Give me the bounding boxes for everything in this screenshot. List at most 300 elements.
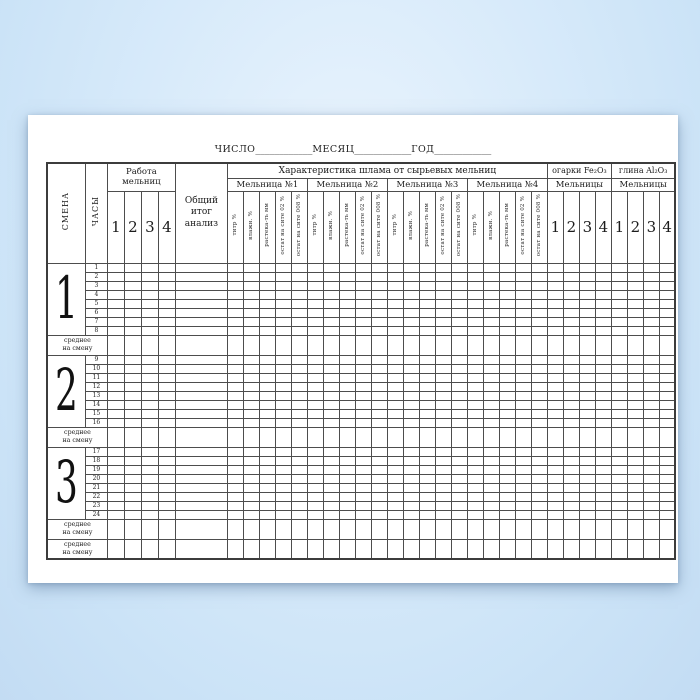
data-cell bbox=[531, 391, 547, 400]
data-cell bbox=[107, 539, 124, 559]
data-cell bbox=[643, 272, 659, 281]
data-cell bbox=[531, 263, 547, 272]
hour-row bbox=[47, 465, 675, 474]
data-cell bbox=[339, 272, 355, 281]
data-cell bbox=[659, 409, 675, 418]
data-cell bbox=[158, 391, 175, 400]
hour-row bbox=[47, 317, 675, 326]
data-cell bbox=[547, 355, 563, 364]
data-cell bbox=[483, 447, 499, 456]
hour-label: 2 bbox=[85, 272, 107, 281]
data-cell bbox=[355, 326, 371, 335]
data-cell bbox=[419, 427, 435, 447]
data-cell bbox=[467, 400, 483, 409]
subcol-label-text: растека-ть мм bbox=[343, 203, 350, 247]
hour-label: 5 bbox=[85, 299, 107, 308]
data-cell bbox=[227, 400, 243, 409]
data-cell bbox=[499, 326, 515, 335]
data-cell bbox=[355, 483, 371, 492]
data-cell bbox=[227, 308, 243, 317]
shift-average-row bbox=[47, 427, 675, 447]
data-cell bbox=[259, 492, 275, 501]
data-cell bbox=[611, 382, 627, 391]
data-cell bbox=[531, 501, 547, 510]
hour-row bbox=[47, 501, 675, 510]
data-cell bbox=[531, 355, 547, 364]
data-cell bbox=[141, 483, 158, 492]
data-cell bbox=[451, 456, 467, 465]
data-cell bbox=[563, 308, 579, 317]
data-cell bbox=[627, 290, 643, 299]
data-cell bbox=[643, 501, 659, 510]
data-cell bbox=[659, 308, 675, 317]
data-cell bbox=[387, 418, 403, 427]
data-cell bbox=[259, 418, 275, 427]
data-cell bbox=[499, 519, 515, 539]
data-cell bbox=[227, 335, 243, 355]
data-cell bbox=[403, 263, 419, 272]
data-cell bbox=[579, 355, 595, 364]
data-cell bbox=[563, 382, 579, 391]
data-cell bbox=[419, 290, 435, 299]
data-cell bbox=[627, 263, 643, 272]
data-cell bbox=[659, 510, 675, 519]
data-cell bbox=[627, 418, 643, 427]
data-cell bbox=[467, 326, 483, 335]
data-cell bbox=[403, 290, 419, 299]
data-cell bbox=[107, 409, 124, 418]
data-cell bbox=[499, 409, 515, 418]
data-cell bbox=[451, 519, 467, 539]
data-cell bbox=[291, 335, 307, 355]
data-cell bbox=[531, 364, 547, 373]
data-cell bbox=[259, 290, 275, 299]
data-cell bbox=[547, 364, 563, 373]
data-cell bbox=[175, 290, 227, 299]
data-cell bbox=[291, 290, 307, 299]
data-cell bbox=[579, 474, 595, 483]
data-cell bbox=[355, 447, 371, 456]
data-cell bbox=[355, 418, 371, 427]
data-cell bbox=[483, 355, 499, 364]
data-cell bbox=[403, 308, 419, 317]
data-cell bbox=[323, 400, 339, 409]
data-cell bbox=[403, 519, 419, 539]
data-cell bbox=[291, 391, 307, 400]
data-cell bbox=[243, 281, 259, 290]
data-cell bbox=[307, 290, 323, 299]
data-cell bbox=[307, 474, 323, 483]
data-cell bbox=[483, 382, 499, 391]
subcol-label-text: влажн. % bbox=[327, 210, 334, 240]
data-cell bbox=[563, 364, 579, 373]
data-cell bbox=[175, 427, 227, 447]
avg-label: среднее на смену bbox=[47, 539, 107, 559]
data-cell bbox=[141, 418, 158, 427]
data-cell bbox=[499, 427, 515, 447]
data-cell bbox=[403, 373, 419, 382]
data-cell bbox=[435, 465, 451, 474]
data-cell bbox=[515, 501, 531, 510]
data-cell bbox=[371, 427, 387, 447]
data-cell bbox=[243, 474, 259, 483]
data-cell bbox=[467, 510, 483, 519]
data-cell bbox=[643, 409, 659, 418]
data-cell bbox=[643, 317, 659, 326]
avg-label: среднее на смену bbox=[47, 335, 107, 355]
subcol-label-text: остат на сите 02 % bbox=[519, 195, 526, 255]
data-cell bbox=[227, 447, 243, 456]
data-cell bbox=[643, 355, 659, 364]
date-blank-3: ____________ bbox=[434, 144, 492, 155]
data-cell bbox=[141, 263, 158, 272]
data-cell bbox=[435, 474, 451, 483]
data-cell bbox=[141, 272, 158, 281]
data-cell bbox=[175, 263, 227, 272]
data-cell bbox=[611, 456, 627, 465]
data-cell bbox=[515, 400, 531, 409]
data-cell bbox=[243, 299, 259, 308]
data-cell bbox=[611, 335, 627, 355]
data-cell bbox=[323, 382, 339, 391]
data-cell bbox=[371, 483, 387, 492]
data-cell bbox=[515, 355, 531, 364]
shift-number-cell bbox=[47, 263, 85, 335]
data-cell bbox=[627, 326, 643, 335]
data-cell bbox=[124, 418, 141, 427]
data-cell bbox=[141, 465, 158, 474]
data-cell bbox=[451, 409, 467, 418]
data-cell bbox=[659, 447, 675, 456]
data-cell bbox=[355, 501, 371, 510]
data-cell bbox=[611, 281, 627, 290]
data-cell bbox=[175, 382, 227, 391]
data-cell bbox=[355, 263, 371, 272]
data-cell bbox=[227, 281, 243, 290]
hour-label: 24 bbox=[85, 510, 107, 519]
data-cell bbox=[107, 400, 124, 409]
data-cell bbox=[595, 335, 611, 355]
data-cell bbox=[563, 447, 579, 456]
data-cell bbox=[579, 364, 595, 373]
data-cell bbox=[124, 501, 141, 510]
data-cell bbox=[435, 335, 451, 355]
data-cell bbox=[627, 519, 643, 539]
data-cell bbox=[291, 317, 307, 326]
data-cell bbox=[339, 391, 355, 400]
data-cell bbox=[227, 299, 243, 308]
data-cell bbox=[227, 391, 243, 400]
data-cell bbox=[124, 391, 141, 400]
data-cell bbox=[291, 382, 307, 391]
data-cell bbox=[579, 391, 595, 400]
data-cell bbox=[547, 465, 563, 474]
data-cell bbox=[124, 519, 141, 539]
data-cell bbox=[158, 418, 175, 427]
subcol-label-text: остат на сите 02 % bbox=[439, 195, 446, 255]
data-cell bbox=[515, 290, 531, 299]
data-cell bbox=[659, 382, 675, 391]
data-cell bbox=[323, 456, 339, 465]
data-cell bbox=[355, 474, 371, 483]
data-cell bbox=[339, 465, 355, 474]
hour-row bbox=[47, 382, 675, 391]
data-cell bbox=[563, 474, 579, 483]
data-cell bbox=[579, 465, 595, 474]
data-cell bbox=[107, 465, 124, 474]
data-cell bbox=[531, 510, 547, 519]
data-cell bbox=[371, 281, 387, 290]
data-cell bbox=[124, 299, 141, 308]
data-cell bbox=[515, 391, 531, 400]
subcol-label-text: титр % bbox=[231, 214, 238, 236]
subcol-label bbox=[515, 191, 531, 263]
data-cell bbox=[483, 317, 499, 326]
data-cell bbox=[275, 418, 291, 427]
data-cell bbox=[403, 456, 419, 465]
data-cell bbox=[107, 483, 124, 492]
data-cell bbox=[124, 447, 141, 456]
data-cell bbox=[483, 263, 499, 272]
data-cell bbox=[307, 317, 323, 326]
data-cell bbox=[483, 409, 499, 418]
data-cell bbox=[371, 290, 387, 299]
data-cell bbox=[387, 317, 403, 326]
data-cell bbox=[531, 456, 547, 465]
data-cell bbox=[611, 391, 627, 400]
ogarki-col-number: 1 bbox=[547, 191, 563, 263]
data-cell bbox=[243, 326, 259, 335]
data-cell bbox=[243, 272, 259, 281]
subcol-label-text: остат на сите 008 % bbox=[295, 193, 302, 257]
data-cell bbox=[467, 427, 483, 447]
data-cell bbox=[259, 519, 275, 539]
date-blank-1: ____________ bbox=[255, 144, 313, 155]
data-cell bbox=[435, 317, 451, 326]
data-cell bbox=[141, 290, 158, 299]
data-cell bbox=[259, 355, 275, 364]
data-cell bbox=[643, 400, 659, 409]
data-cell bbox=[259, 465, 275, 474]
data-cell bbox=[175, 373, 227, 382]
data-cell bbox=[547, 263, 563, 272]
data-cell bbox=[243, 456, 259, 465]
data-cell bbox=[355, 299, 371, 308]
data-cell bbox=[451, 501, 467, 510]
avg-label: среднее на смену bbox=[47, 427, 107, 447]
data-cell bbox=[107, 382, 124, 391]
data-cell bbox=[175, 400, 227, 409]
data-cell bbox=[371, 335, 387, 355]
data-cell bbox=[141, 281, 158, 290]
data-cell bbox=[611, 409, 627, 418]
data-cell bbox=[339, 308, 355, 317]
data-cell bbox=[611, 373, 627, 382]
hour-row bbox=[47, 483, 675, 492]
data-cell bbox=[175, 519, 227, 539]
subcol-label bbox=[531, 191, 547, 263]
data-cell bbox=[547, 308, 563, 317]
column-header-chasy: ЧАСЫ bbox=[85, 163, 107, 263]
data-cell bbox=[547, 447, 563, 456]
data-cell bbox=[643, 299, 659, 308]
data-cell bbox=[291, 519, 307, 539]
subcol-label bbox=[355, 191, 371, 263]
subcol-label-text: растека-ть мм bbox=[503, 203, 510, 247]
data-cell bbox=[387, 474, 403, 483]
data-cell bbox=[659, 317, 675, 326]
data-cell bbox=[339, 317, 355, 326]
data-cell bbox=[467, 492, 483, 501]
data-cell bbox=[339, 418, 355, 427]
data-cell bbox=[467, 299, 483, 308]
data-cell bbox=[124, 373, 141, 382]
data-cell bbox=[387, 382, 403, 391]
data-cell bbox=[124, 335, 141, 355]
hour-label: 1 bbox=[85, 263, 107, 272]
data-cell bbox=[259, 483, 275, 492]
data-cell bbox=[307, 281, 323, 290]
data-cell bbox=[403, 427, 419, 447]
data-cell bbox=[515, 364, 531, 373]
data-cell bbox=[124, 364, 141, 373]
data-cell bbox=[419, 501, 435, 510]
data-cell bbox=[419, 263, 435, 272]
data-cell bbox=[611, 447, 627, 456]
data-cell bbox=[158, 427, 175, 447]
data-cell bbox=[107, 447, 124, 456]
data-cell bbox=[355, 400, 371, 409]
data-cell bbox=[419, 539, 435, 559]
data-cell bbox=[563, 427, 579, 447]
data-cell bbox=[275, 382, 291, 391]
data-cell bbox=[547, 272, 563, 281]
data-cell bbox=[627, 317, 643, 326]
data-cell bbox=[371, 539, 387, 559]
data-cell bbox=[323, 281, 339, 290]
data-cell bbox=[419, 474, 435, 483]
data-cell bbox=[323, 290, 339, 299]
data-cell bbox=[227, 382, 243, 391]
glina-col-number: 3 bbox=[643, 191, 659, 263]
data-cell bbox=[158, 364, 175, 373]
data-cell bbox=[158, 465, 175, 474]
data-cell bbox=[643, 447, 659, 456]
data-cell bbox=[307, 501, 323, 510]
data-cell bbox=[291, 447, 307, 456]
data-cell bbox=[435, 510, 451, 519]
data-cell bbox=[419, 355, 435, 364]
data-cell bbox=[227, 501, 243, 510]
column-header-mill-3: Мельница №3 bbox=[387, 178, 467, 191]
data-cell bbox=[307, 382, 323, 391]
data-cell bbox=[483, 364, 499, 373]
data-cell bbox=[339, 364, 355, 373]
data-cell bbox=[595, 355, 611, 364]
data-cell bbox=[355, 510, 371, 519]
data-cell bbox=[435, 492, 451, 501]
data-cell bbox=[355, 519, 371, 539]
data-cell bbox=[124, 474, 141, 483]
hour-row bbox=[47, 299, 675, 308]
data-cell bbox=[371, 263, 387, 272]
shift-number: 2 bbox=[55, 356, 78, 425]
data-cell bbox=[387, 391, 403, 400]
data-cell bbox=[643, 519, 659, 539]
data-cell bbox=[323, 427, 339, 447]
data-cell bbox=[275, 335, 291, 355]
data-cell bbox=[307, 427, 323, 447]
data-cell bbox=[563, 290, 579, 299]
data-cell bbox=[291, 364, 307, 373]
data-cell bbox=[547, 501, 563, 510]
data-cell bbox=[158, 335, 175, 355]
data-cell bbox=[227, 465, 243, 474]
data-cell bbox=[141, 474, 158, 483]
data-cell bbox=[563, 465, 579, 474]
data-cell bbox=[547, 281, 563, 290]
column-header-mill-1: Мельница №1 bbox=[227, 178, 307, 191]
data-cell bbox=[499, 400, 515, 409]
data-cell bbox=[499, 364, 515, 373]
data-cell bbox=[627, 447, 643, 456]
data-cell bbox=[307, 483, 323, 492]
data-cell bbox=[531, 290, 547, 299]
data-cell bbox=[124, 272, 141, 281]
data-cell bbox=[141, 364, 158, 373]
data-cell bbox=[158, 308, 175, 317]
data-cell bbox=[515, 308, 531, 317]
data-cell bbox=[547, 492, 563, 501]
data-cell bbox=[158, 483, 175, 492]
ogarki-col-number: 2 bbox=[563, 191, 579, 263]
data-cell bbox=[307, 409, 323, 418]
data-cell bbox=[403, 382, 419, 391]
data-cell bbox=[563, 483, 579, 492]
column-header-mill-4: Мельница №4 bbox=[467, 178, 547, 191]
data-cell bbox=[435, 447, 451, 456]
data-cell bbox=[124, 456, 141, 465]
data-cell bbox=[355, 308, 371, 317]
data-cell bbox=[339, 492, 355, 501]
data-cell bbox=[307, 465, 323, 474]
data-cell bbox=[158, 263, 175, 272]
data-cell bbox=[659, 474, 675, 483]
data-cell bbox=[371, 519, 387, 539]
data-cell bbox=[419, 447, 435, 456]
data-cell bbox=[323, 263, 339, 272]
data-cell bbox=[499, 447, 515, 456]
data-cell bbox=[291, 418, 307, 427]
data-cell bbox=[595, 474, 611, 483]
data-cell bbox=[467, 355, 483, 364]
data-cell bbox=[355, 364, 371, 373]
data-cell bbox=[595, 501, 611, 510]
data-cell bbox=[243, 373, 259, 382]
data-cell bbox=[451, 326, 467, 335]
data-cell bbox=[579, 335, 595, 355]
data-cell bbox=[435, 382, 451, 391]
data-cell bbox=[643, 465, 659, 474]
data-cell bbox=[419, 400, 435, 409]
data-cell bbox=[124, 290, 141, 299]
data-cell bbox=[307, 492, 323, 501]
data-cell bbox=[307, 364, 323, 373]
data-cell bbox=[371, 355, 387, 364]
data-cell bbox=[355, 290, 371, 299]
data-cell bbox=[499, 373, 515, 382]
data-cell bbox=[355, 427, 371, 447]
